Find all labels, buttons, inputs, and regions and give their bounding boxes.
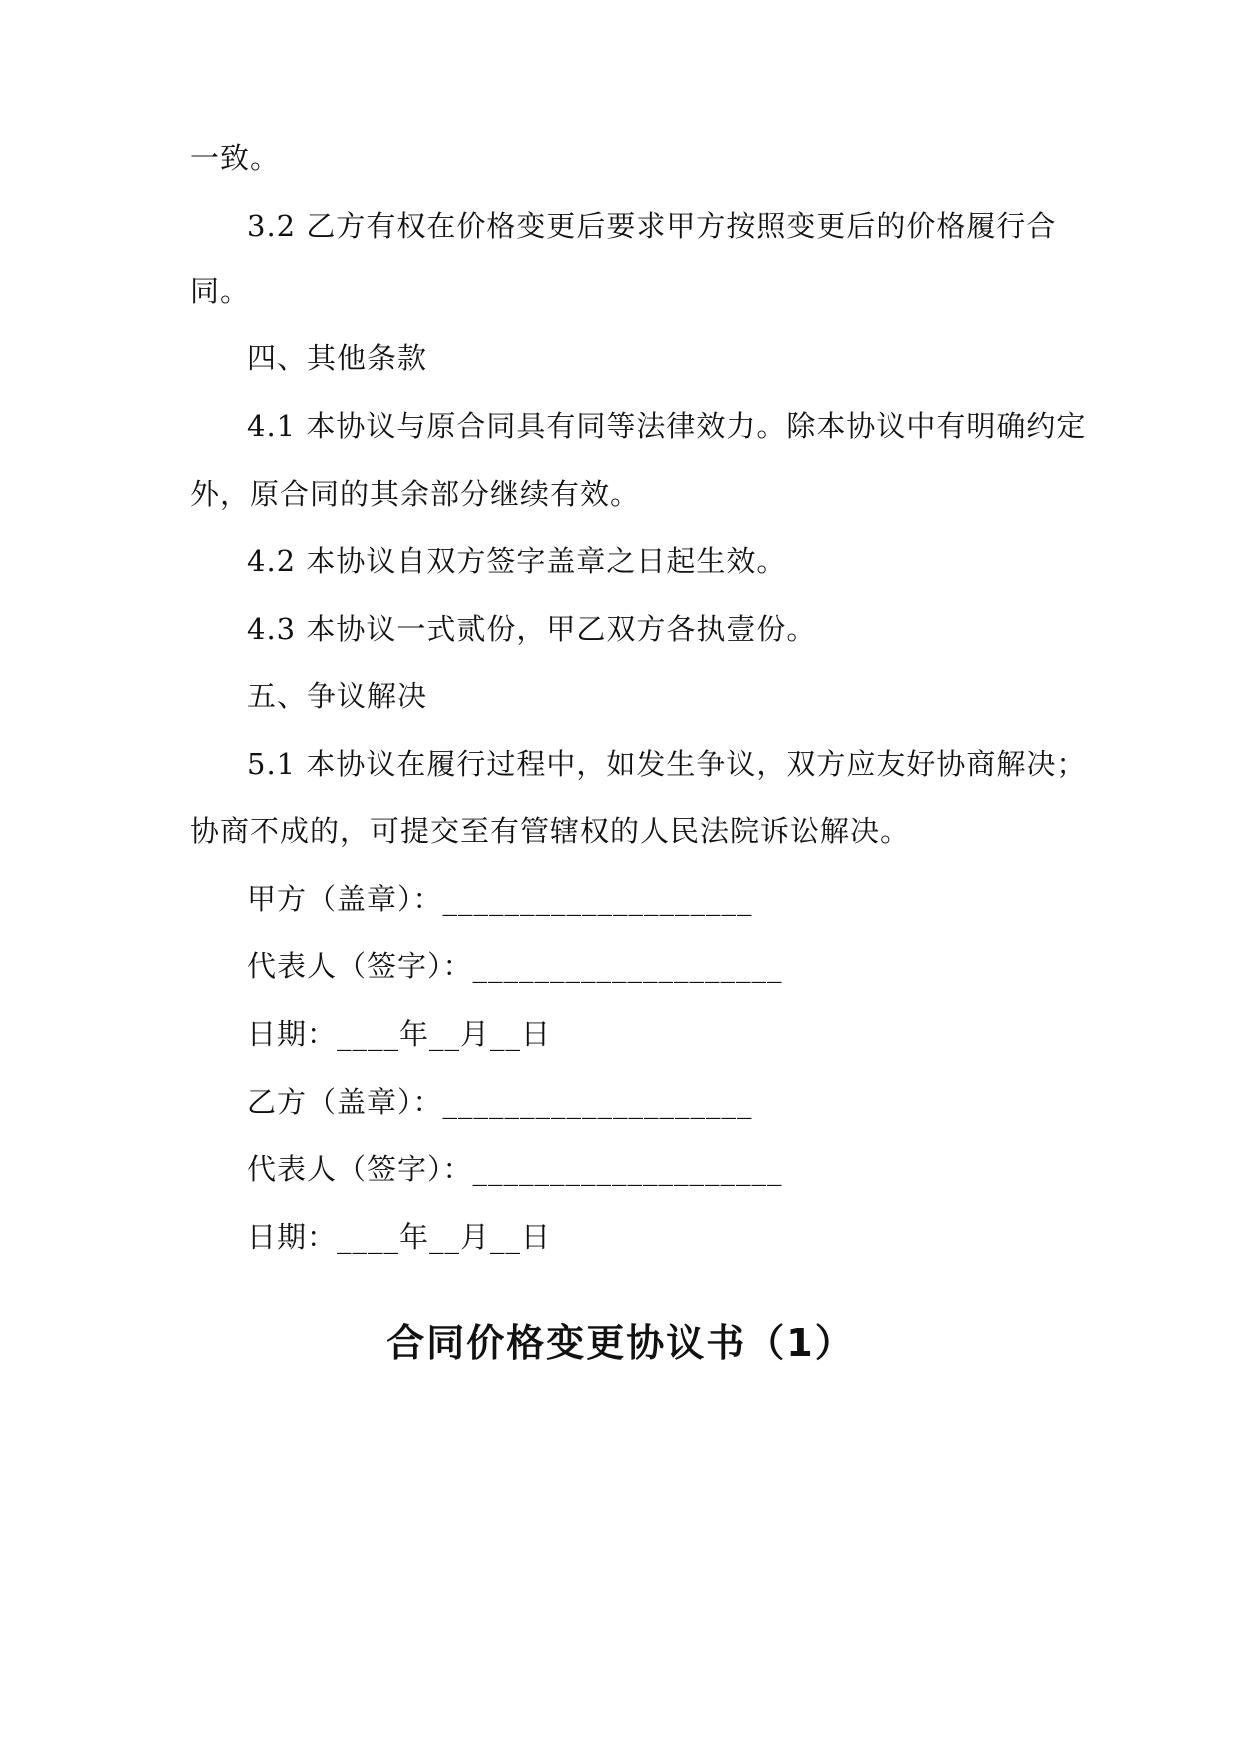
body-text-line: 同。 xyxy=(190,274,251,308)
clause-5-1: 5.1 本协议在履行过程中，如发生争议，双方应友好协商解决； xyxy=(247,747,1087,781)
body-text-line: 协商不成的，可提交至有管辖权的人民法院诉讼解决。 xyxy=(190,814,911,848)
document-title: 合同价格变更协议书（1） xyxy=(386,1321,855,1365)
party-a-seal-line: 甲方（盖章）：____________________ xyxy=(247,882,753,916)
clause-4-3: 4.3 本协议一式贰份，甲乙双方各执壹份。 xyxy=(247,612,817,646)
party-a-date-line: 日期：____年__月__日 xyxy=(247,1017,552,1051)
clause-3-2: 3.2 乙方有权在价格变更后要求甲方按照变更后的价格履行合 xyxy=(247,209,1057,243)
section-heading-dispute: 五、争议解决 xyxy=(247,679,428,713)
clause-4-2: 4.2 本协议自双方签字盖章之日起生效。 xyxy=(247,544,787,578)
clause-4-1: 4.1 本协议与原合同具有同等法律效力。除本协议中有明确约定 xyxy=(247,409,1087,443)
party-a-representative-line: 代表人（签字）：____________________ xyxy=(247,949,783,983)
party-b-date-line: 日期：____年__月__日 xyxy=(247,1220,552,1254)
party-b-representative-line: 代表人（签字）：____________________ xyxy=(247,1152,783,1186)
body-text-line: 外，原合同的其余部分继续有效。 xyxy=(190,477,641,511)
party-b-seal-line: 乙方（盖章）：____________________ xyxy=(247,1085,753,1119)
section-heading-other-terms: 四、其他条款 xyxy=(247,341,428,375)
body-text-line: 一致。 xyxy=(190,141,281,175)
